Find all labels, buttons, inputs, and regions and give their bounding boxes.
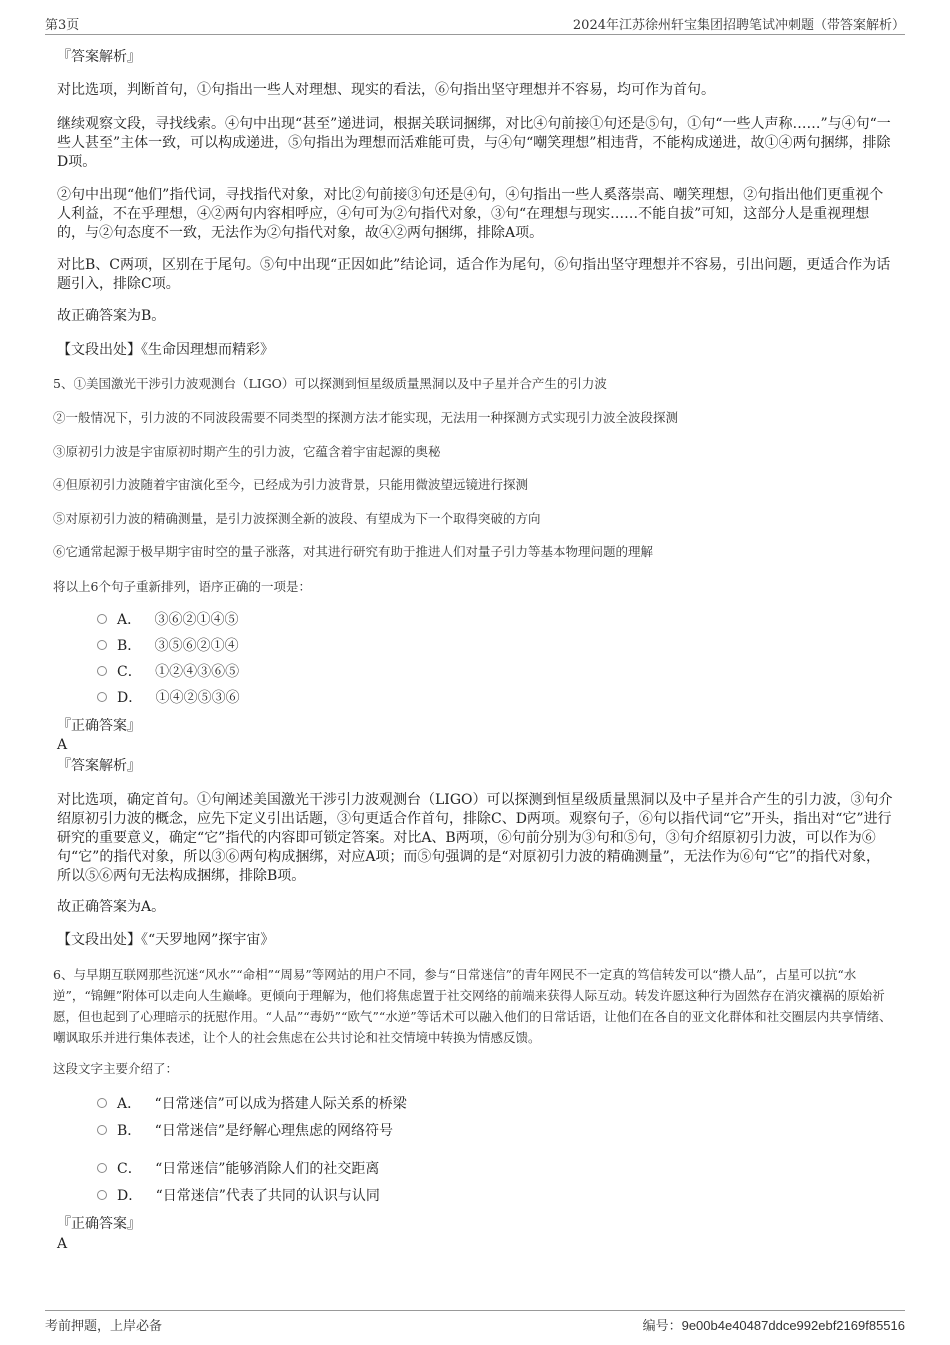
option-a[interactable]: A． ③⑥②①④⑤ (97, 611, 238, 630)
question-sentence: ②一般情况下，引力波的不同波段需要不同类型的探测方法才能实现，无法用一种探测方式实现引力波全波段探测 (53, 410, 679, 425)
question-stem: 6、与早期互联网那些沉迷“风水”“命相”“周易”等网站的用户不同，参与“日常迷信”的青年网民不一定真的笃信转发可以“攒人品”，占星可以抗“水逆”，“锦鲤”附体可以走向人生巅峰。更倾向于理解为，他们将焦虑置于社交网络的前端来获得人际互动。转发许愿这种行为固然存在消灾禳祸的原始祈愿，但也起到了心理暗示的抚慰作用。“人品”“毒奶”“欧气”“水逆”等话术可以融入他们的日常话语，让他们在各自的亚文化群体和社交圈层内共享情绪、嘲讽取乐并进行集体表述，让个人的社会焦虑在公共讨论和社交情境中转换为情感反馈。 (53, 967, 892, 1045)
page-header (45, 14, 905, 35)
analysis-para: 继续观察文段，寻找线索。④句中出现“甚至”递进词，根据关联词捆绑，对比④句前接①句还是⑤句，①句“一些人声称……”与④句“一些人甚至”主体一致，可以构成递进，⑤句指出为理想而活难能可贵，与④句“嘲笑理想”相违背，不能构成递进，故①④两句捆绑，排除D项。 (57, 116, 891, 170)
code-value: 9e00b4e40487ddce992ebf2169f85516 (681, 1318, 905, 1333)
option-b[interactable]: B． “日常迷信”是纾解心理焦虑的网络符号 (97, 1122, 393, 1141)
document-code: 编号：9e00b4e40487ddce992ebf2169f85516 (642, 1318, 905, 1334)
option-a[interactable]: A． “日常迷信”可以成为搭建人际关系的桥梁 (97, 1095, 407, 1114)
conclusion: 故正确答案为B。 (57, 308, 166, 324)
option-c[interactable]: C． “日常迷信”能够消除人们的社交距离 (97, 1160, 379, 1179)
question-sentence: ⑥它通常起源于极早期宇宙时空的量子涨落，对其进行研究有助于推进人们对量子引力等基本物理问题的理解 (53, 544, 654, 559)
option-c[interactable]: C． ①②④③⑥⑤ (97, 663, 239, 682)
question-prompt: 将以上6个句子重新排列，语序正确的一项是： (53, 579, 311, 594)
analysis-para: ②句中出现“他们”指代词，寻找指代对象，对比②句前接③句还是④句，④句指出一些人奚落崇高、嘲笑理想，②句指出他们更重视个人利益，不在乎理想，④②两句内容相呼应，④句可为②句指代对象，③句“在理想与现实……不能自拔”可知，这部分人是重视理想的，与②句态度不一致，无法作为②句指代对象，故④②两句捆绑，排除A项。 (57, 187, 884, 241)
radio-icon[interactable] (97, 1163, 107, 1173)
source: 【文段出处】《“天罗地网”探宇宙》 (57, 932, 275, 948)
question-prompt: 这段文字主要介绍了： (53, 1061, 179, 1076)
radio-icon[interactable] (97, 692, 107, 702)
analysis-title: 『答案解析』 (57, 758, 141, 774)
source: 【文段出处】《生命因理想而精彩》 (57, 342, 274, 358)
document-title: 2024年江苏徐州轩宝集团招聘笔试冲刺题（带答案解析） (572, 18, 905, 33)
option-b[interactable]: B． ③⑤⑥②①④ (97, 637, 239, 656)
radio-icon[interactable] (97, 614, 107, 624)
radio-icon[interactable] (97, 640, 107, 650)
footer-slogan: 考前押题，上岸必备 (45, 1319, 163, 1334)
radio-icon[interactable] (97, 1190, 107, 1200)
answer-value: A (57, 737, 68, 753)
page-number: 第3页 (45, 18, 80, 33)
answer-value: A (57, 1236, 68, 1252)
page-footer (45, 1310, 905, 1332)
answer-title: 『正确答案』 (57, 1216, 141, 1232)
question-sentence: 5、①美国激光干涉引力波观测台（LIGO）可以探测到恒星级质量黑洞以及中子星并合产生的引力波 (53, 376, 607, 391)
radio-icon[interactable] (97, 1098, 107, 1108)
option-d[interactable]: D． ①④②⑤③⑥ (97, 689, 240, 708)
analysis-title: 『答案解析』 (57, 49, 141, 65)
radio-icon[interactable] (97, 1125, 107, 1135)
question-sentence: ④但原初引力波随着宇宙演化至今，已经成为引力波背景，只能用微波望远镜进行探测 (53, 477, 529, 492)
answer-title: 『正确答案』 (57, 718, 141, 734)
analysis-para: 对比B、C两项，区别在于尾句。⑤句中出现“正因如此”结论词，适合作为尾句，⑥句指出坚守理想并不容易，引出问题，更适合作为话题引入，排除C项。 (57, 257, 891, 292)
analysis-para: 对比选项，确定首句。①句阐述美国激光干涉引力波观测台（LIGO）可以探测到恒星级质量黑洞以及中子星并合产生的引力波，③句介绍原初引力波的概念，应先下定义引出话题，③句更适合作首句，排除C、D两项。观察句子，⑥句以指代词“它”开头，指出对“它”进行研究的重要意义，确定“它”指代的内容即可锁定答案。对比A、B两项，⑥句前分别为③句和⑤句，③句介绍原初引力波，可以作为⑥句“它”的指代对象，所以③⑥两句构成捆绑，对应A项；而⑤句强调的是“对原初引力波的精确测量”，无法作为⑥句“它”的指代对象，所以⑤⑥两句无法构成捆绑，排除B项。 (57, 792, 893, 884)
radio-icon[interactable] (97, 666, 107, 676)
option-d[interactable]: D． “日常迷信”代表了共同的认识与认同 (97, 1187, 380, 1206)
question-sentence: ③原初引力波是宇宙原初时期产生的引力波，它蕴含着宇宙起源的奥秘 (53, 444, 441, 459)
question-sentence: ⑤对原初引力波的精确测量，是引力波探测全新的波段、有望成为下一个取得突破的方向 (53, 511, 541, 526)
conclusion: 故正确答案为A。 (57, 899, 166, 915)
analysis-para: 对比选项，判断首句，①句指出一些人对理想、现实的看法，⑥句指出坚守理想并不容易，均可作为首句。 (57, 82, 715, 98)
